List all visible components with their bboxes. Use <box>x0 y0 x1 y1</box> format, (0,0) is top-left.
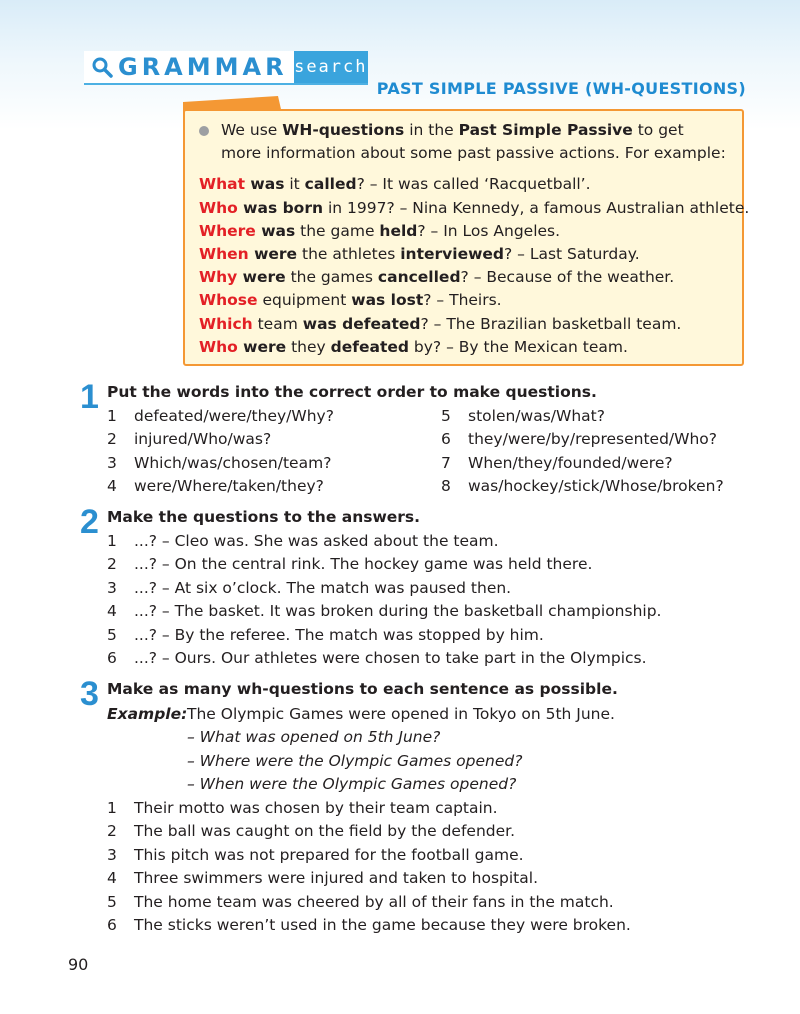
exercise-1-list-right <box>441 405 724 499</box>
rule-example-line: Why were the games cancelled? – Because of the weather. <box>199 268 675 287</box>
rule-box <box>183 109 750 366</box>
item-text: When/they/founded/were? <box>468 453 673 472</box>
rule-examples <box>199 173 750 359</box>
item-number: 1 <box>107 532 117 550</box>
exercise-2-list <box>107 530 661 670</box>
list-item <box>107 891 631 914</box>
example-label: Example: <box>107 705 188 723</box>
list-item <box>107 553 661 576</box>
item-number: 4 <box>107 869 117 888</box>
item-number: 1 <box>107 799 117 817</box>
rule-example-line: Who was born in 1997? – Nina Kennedy, a famous Australian athlete. <box>199 198 750 217</box>
list-item <box>107 475 334 498</box>
item-text: was/hockey/stick/Whose/broken? <box>468 477 724 496</box>
item-text: The sticks weren’t used in the game because they were broken. <box>134 916 631 935</box>
exercise-3-number: 3 <box>80 675 99 713</box>
item-text: defeated/were/they/Why? <box>134 407 334 425</box>
rule-example-line: Who were they defeated by? – By the Mexican team. <box>199 337 628 356</box>
item-text: Which/was/chosen/team? <box>134 453 332 472</box>
grammar-label-box <box>84 51 294 83</box>
list-item <box>107 820 631 843</box>
exercise-3-instruction: Make as many wh-questions to each sentence as possible. <box>107 680 618 698</box>
item-text: ...? – The basket. It was broken during the basketball championship. <box>134 602 662 621</box>
list-item <box>107 428 334 451</box>
item-text: This pitch was not prepared for the football game. <box>134 845 524 864</box>
list-item <box>107 844 631 867</box>
item-number: 3 <box>107 578 117 597</box>
list-item <box>107 600 661 623</box>
item-number: 3 <box>107 453 117 472</box>
example-answer: – When were the Olympic Games opened? <box>187 775 517 794</box>
list-item <box>441 428 724 451</box>
grammar-search-header <box>84 51 368 85</box>
example-answer: – What was opened on 5th June? <box>187 728 441 747</box>
exercise-2-instruction: Make the questions to the answers. <box>107 508 421 526</box>
item-text: Their motto was chosen by their team captain. <box>134 799 498 817</box>
rule-example-line: Which team was defeated? – The Brazilian basketball team. <box>199 314 682 333</box>
rule-example-line: Where was the game held? – In Los Angeles. <box>199 221 561 240</box>
exercise-2-number: 2 <box>80 503 99 541</box>
rule-intro: We use WH-questions in the Past Simple Passive to get more information about some past passive actions. For example: <box>199 119 728 165</box>
list-item <box>107 624 661 647</box>
exercise-1-instruction: Put the words into the correct order to make questions. <box>107 383 597 401</box>
list-item <box>107 797 631 820</box>
item-text: Three swimmers were injured and taken to hospital. <box>134 869 538 888</box>
rule-example-line: Whose equipment was lost? – Theirs. <box>199 291 502 310</box>
item-number: 4 <box>107 602 117 621</box>
list-item <box>107 914 631 937</box>
exercise-3-example <box>107 703 615 797</box>
grammar-word: GRAMMAR <box>118 53 288 81</box>
list-item <box>107 647 661 670</box>
item-number: 6 <box>441 430 451 449</box>
item-text: ...? – By the referee. The match was stopped by him. <box>134 625 544 644</box>
list-item <box>441 405 724 428</box>
section-title: PAST SIMPLE PASSIVE (WH-QUESTIONS) <box>376 79 746 98</box>
item-text: The ball was caught on the field by the defender. <box>134 822 516 841</box>
item-text: ...? – Ours. Our athletes were chosen to take part in the Olympics. <box>134 649 647 668</box>
list-item <box>107 867 631 890</box>
magnifier-icon <box>90 55 114 79</box>
item-text: ...? – On the central rink. The hockey game was held there. <box>134 555 593 574</box>
item-number: 2 <box>107 555 117 574</box>
item-number: 1 <box>107 407 117 425</box>
item-text: were/Where/taken/they? <box>134 477 324 496</box>
list-item <box>107 405 334 428</box>
item-number: 5 <box>107 892 117 911</box>
item-number: 8 <box>441 477 451 496</box>
exercise-3-list <box>107 797 631 937</box>
list-item <box>107 530 661 553</box>
item-number: 2 <box>107 430 117 449</box>
bullet-icon <box>199 126 209 136</box>
exercise-1-list-left <box>107 405 334 499</box>
page-number: 90 <box>68 955 89 974</box>
rule-example-line: What was it called? – It was called ‘Racquetball’. <box>199 175 591 194</box>
item-text: ...? – At six o’clock. The match was paused then. <box>134 578 512 597</box>
list-item <box>107 577 661 600</box>
list-item <box>441 452 724 475</box>
rule-example-line: When were the athletes interviewed? – Last Saturday. <box>199 245 640 264</box>
item-number: 6 <box>107 649 117 668</box>
search-word: search <box>294 51 368 83</box>
item-number: 3 <box>107 845 117 864</box>
item-number: 6 <box>107 916 117 935</box>
example-sentence: The Olympic Games were opened in Tokyo on 5th June. <box>187 705 615 723</box>
item-text: injured/Who/was? <box>134 430 272 449</box>
item-text: stolen/was/What? <box>468 407 605 425</box>
item-text: The home team was cheered by all of their fans in the match. <box>134 892 614 911</box>
list-item <box>107 452 334 475</box>
item-number: 5 <box>107 625 117 644</box>
item-text: they/were/by/represented/Who? <box>468 430 718 449</box>
item-number: 2 <box>107 822 117 841</box>
item-number: 5 <box>441 407 451 425</box>
list-item <box>441 475 724 498</box>
example-answer: – Where were the Olympic Games opened? <box>187 751 523 770</box>
item-number: 7 <box>441 453 451 472</box>
item-text: ...? – Cleo was. She was asked about the team. <box>134 532 499 550</box>
item-number: 4 <box>107 477 117 496</box>
exercise-1-number: 1 <box>80 378 99 416</box>
